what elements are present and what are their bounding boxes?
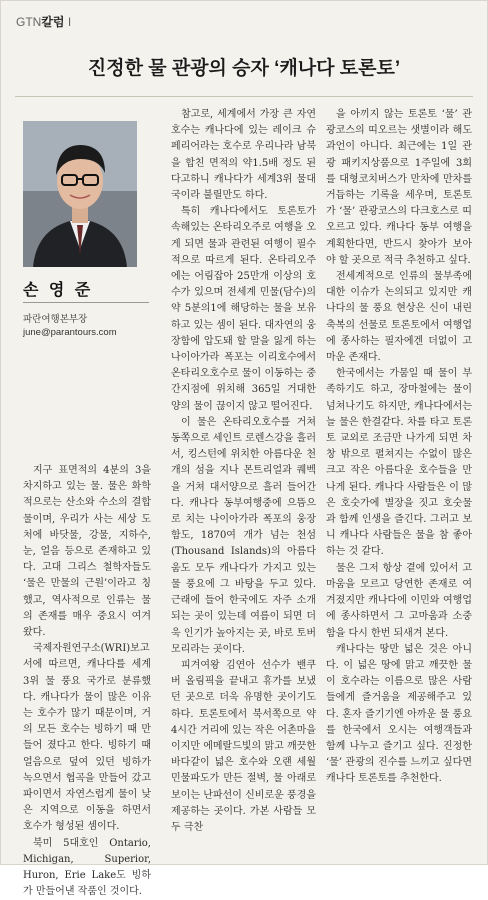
paragraph: 국제자원연구소(WRI)보고서에 따르면, 캐나다를 세계 3위 물 풍요 국가로 분류했다. 캐나다가 물이 많은 이유는 호수가 많기 때문이며, 거의 모든 호수는 빙하기 때 만들어 졌다고 한다. 빙하기 때 얼음으로 덮여 있던 빙하가 녹으면서 협곡을 만들어 갔고 파이면서 자연스럽게 물이 낮은 지역으로 이동을 하면서 호수가 형성된 셈이다. [23,643,151,833]
author-divider [23,302,149,303]
header-divider: I [67,15,72,29]
article-column-3 [326,107,472,788]
paragraph: 지구 표면적의 4분의 3을 차지하고 있는 물. 물은 화학적으로는 산소와 수소의 결합물이며, 우리가 사는 세상 도처에 바닷물, 강물, 지하수, 눈, 얼음 등으로 존재하고 있다. 고대 그리스 철학자들도 ‘물은 만물의 근원’이라고 칭했고, 역사적으로 인류는 물의 존재를 매우 중요시 여겨왔다. [23,465,151,639]
author-photo [23,121,137,267]
paragraph: 북미 5대호인 Ontario, Michigan, Superior, Huron, Erie Lake도 빙하가 만들어낸 작품인 것이다. [23,837,151,898]
article-column-1 [23,463,151,900]
author-name: 손 영 준 [23,282,94,299]
paragraph: 참고로, 세계에서 가장 큰 자연 호수는 캐나다에 있는 레이크 슈페리어라는 호수로 우리나라 남북을 합친 면적의 약1.5배 정도 된다고하니 캐나다가 세계3위 물대국이라 불릴만도 하다. [171,109,316,202]
title-divider [15,96,473,97]
section-label: 칼럼 [41,15,65,29]
paragraph: 피겨여왕 김연아 선수가 밴쿠버 올림픽을 끝내고 휴가를 보냈던 곳으로 더욱 유명한 곳이기도 하다. 토론토에서 북서쪽으로 약 4시간 거리에 있는 작은 어촌마을이지만 에메랄드빛의 맑고 깨끗한 바다같이 넓은 호수와 오랜 세월 민물파도가 만든 절벽, 물 아래로 보이는 난파선이 신비로운 풍경을 제공하는 곳이다. 가본 사람들 모두 극찬 [171,659,316,833]
brand-label: GTN [16,15,42,29]
paragraph: 한국에서는 가뭄일 때 물이 부족하기도 하고, 장마철에는 물이 넘쳐나기도 하지만, 캐나다에서는 늘 물은 한결같다. 차를 타고 토론토 교외로 조금만 나가게 되면 차창 밖으로 펼쳐지는 수없이 많은 크고 작은 아름다운 호수들을 만나게 된다. 캐나다 사람들은 이 많은 호숫가에 별장을 짓고 호숫물과 함께 인생을 즐긴다. 그러고 보니 캐나다 사람들은 물을 참 좋아하는 것 같다. [326,368,472,558]
article-column-2 [171,107,316,836]
paragraph: 물은 그저 항상 곁에 있어서 고마움을 모르고 당연한 존재로 여겨졌지만 캐나다에 이민와 여행업에 종사하면서 그 고마움과 소중함을 다시 한번 되새겨 본다. [326,562,472,639]
paragraph: 을 아끼지 않는 토론토 ‘물’ 관광코스의 띠오르는 샛별이라 해도 과언이 아니다. 최근에는 1일 관광 패키지상품으로 1주일에 3회를 대형코치버스가 만차에 만차를 거듭하는 기록을 세우며, 토론토가 ‘물’ 관광코스의 다크호스로 띠오르고 있다. 캐나다 동부 여행을 계획한다면, 반드시 찾아가 보아야 할 곳으로 적극 추천하고 싶다. [326,109,472,266]
section-header [16,13,71,30]
paragraph: 특히 캐나다에서도 토론토가 속해있는 온타리오주로 여행을 오게 되면 물과 관련된 여행이 필수적으로 따르게 된다. 온타리오주에는 어림잡아 25만개 이상의 호수가 있으며 전세계 민물(담수)의 약 5분의1에 해당하는 물을 보유하고 있는 셈이 된다. 대자연의 웅장함에 압도돼 할 말을 잃게 하는 나이아가라 폭포는 이리호수에서 온타리오호수로 물이 이동하는 중간지점에 위치해 365일 거대한 양의 물이 끊이지 않고 떨어진다. [171,206,316,412]
author-email: june@parantours.com [23,327,117,338]
paragraph: 이 물은 온타리오호수를 거쳐 동쪽으로 세인트 로렌스강을 흘러서, 킹스턴에 위치한 아름다운 천개의 섬을 지나 몬트리얼과 퀘벡을 거쳐 대서양으로 흘러 들어간다. 캐나다 동부여행중에 으뜸으로 치는 나이아가라 폭포의 웅장함도, 1870여 개가 넘는 천섬(Thousand Islands)의 아름다움도 모두 캐나다가 가지고 있는 물 풍요에 그 바탕을 두고 있다. 근래에 들어 한국에도 자주 소개되는 곳이 있는데 여름이 되면 더욱 인기가 높아지는 곳, 바로 토버모리라는 곳이다. [171,416,316,655]
author-role: 파란여행본부장 [23,314,88,325]
paragraph: 캐나다는 땅만 넓은 것은 아니다. 이 넓은 땅에 맑고 깨끗한 물이 호수라는 이름으로 많은 사람들에게 즐거움을 제공해주고 있다. 혼자 즐기기엔 아까운 물 풍요를 한국에서 오시는 여행객들과 함께 나누고 즐기고 싶다. 진정한 ‘물’ 관광의 진수를 느끼고 싶다면 캐나다 토론토를 추천한다. [326,643,472,785]
article-title: 진정한 물 관광의 승자 ‘캐나다 토론토’ [87,58,401,79]
paragraph: 전세계적으로 인류의 물부족에 대한 이슈가 논의되고 있지만 캐나다의 물 풍요 현상은 신이 내린 축복의 선물로 토론토에서 여행업에 종사하는 필자에겐 더없이 고마운 존재다. [326,271,472,364]
